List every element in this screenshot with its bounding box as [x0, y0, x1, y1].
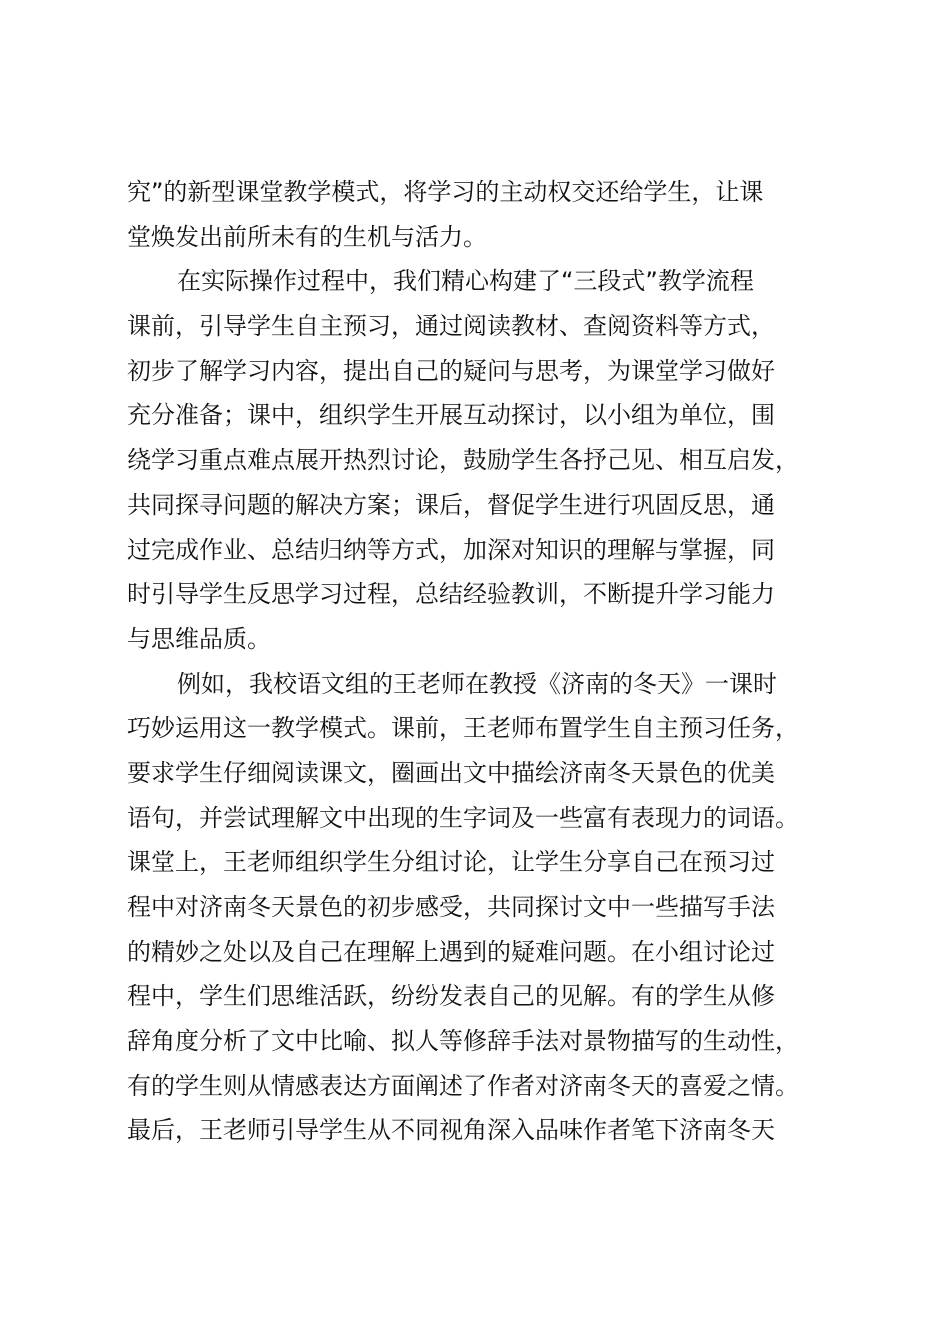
text-line: 共同探寻问题的解决方案；课后，督促学生进行巩固反思，通	[127, 490, 775, 519]
text-line: 堂焕发出前所未有的生机与活力。	[127, 222, 487, 251]
text-line: 课前，引导学生自主预习，通过阅读教材、查阅资料等方式，	[127, 312, 775, 341]
text-line: 与思维品质。	[127, 624, 271, 653]
text-line: 辞角度分析了文中比喻、拟人等修辞手法对景物描写的生动性，	[127, 1027, 799, 1056]
paragraph-start-line: 在实际操作过程中，我们精心构建了“三段式”教学流程	[177, 267, 754, 296]
text-line: 课堂上，王老师组织学生分组讨论，让学生分享自己在预习过	[127, 848, 775, 877]
text-line: 的精妙之处以及自己在理解上遇到的疑难问题。在小组讨论过	[127, 937, 775, 966]
text-line: 程中对济南冬天景色的初步感受，共同探讨文中一些描写手法	[127, 893, 775, 921]
text-line: 时引导学生反思学习过程，总结经验教训，不断提升学习能力	[127, 580, 775, 609]
text-line: 程中，学生们思维活跃，纷纷发表自己的见解。有的学生从修	[127, 982, 775, 1011]
text-line: 绕学习重点难点展开热烈讨论，鼓励学生各抒己见、相互启发，	[127, 446, 799, 475]
text-line: 究”的新型课堂教学模式，将学习的主动权交还给学生，让课	[127, 178, 764, 206]
text-line: 充分准备；课中，组织学生开展互动探讨，以小组为单位，围	[127, 401, 775, 430]
text-line: 语句，并尝试理解文中出现的生字词及一些富有表现力的词语。	[127, 803, 799, 832]
text-line: 最后，王老师引导学生从不同视角深入品味作者笔下济南冬天	[127, 1116, 775, 1145]
text-line: 初步了解学习内容，提出自己的疑问与思考，为课堂学习做好	[127, 356, 775, 385]
body-text	[127, 170, 827, 1153]
text-line: 有的学生则从情感表达方面阐述了作者对济南冬天的喜爱之情。	[127, 1071, 799, 1100]
paragraph-start-line: 例如，我校语文组的王老师在教授《济南的冬天》一课时	[177, 669, 777, 698]
text-line: 巧妙运用这一教学模式。课前，王老师布置学生自主预习任务，	[127, 714, 799, 743]
text-line: 要求学生仔细阅读课文，圈画出文中描绘济南冬天景色的优美	[127, 758, 775, 787]
text-line: 过完成作业、总结归纳等方式，加深对知识的理解与掌握，同	[127, 535, 775, 564]
